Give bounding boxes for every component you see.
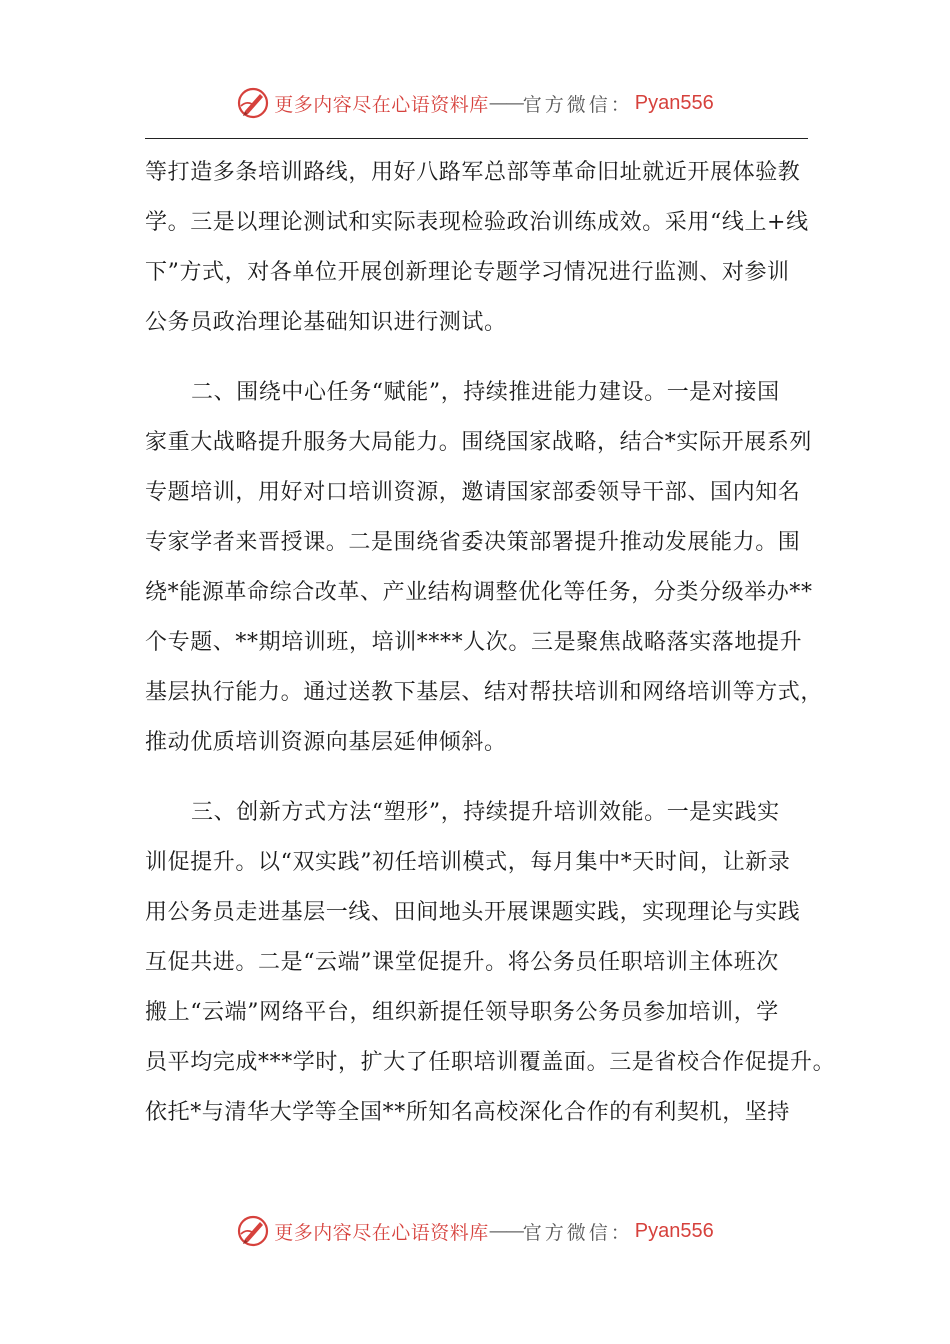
text-line: 员平均完成***学时，扩大了任职培训覆盖面。三是省校合作促提升。 (145, 1050, 836, 1075)
paragraph-1 (145, 148, 825, 348)
text-line: 家重大战略提升服务大局能力。围绕国家战略，结合*实际开展系列 (145, 430, 813, 455)
pen-logo-icon (236, 1214, 270, 1248)
text-line: 个专题、**期培训班，培训****人次。三是聚焦战略落实落地提升 (145, 630, 803, 655)
text-line: 互促共进。二是“云端”课堂促提升。将公务员任职培训主体班次 (145, 950, 779, 975)
text-line: 绕*能源革命综合改革、产业结构调整优化等任务，分类分级举办** (145, 580, 813, 605)
text-line: 下”方式，对各单位开展创新理论专题学习情况进行监测、对参训 (145, 260, 790, 285)
header-official-label: 官方微信： (522, 93, 633, 116)
text-line: 三、创新方式方法“塑形”，持续提升培训效能。一是实践实 (191, 800, 780, 825)
text-line: 依托*与清华大学等全国**所知名高校深化合作的有利契机，坚持 (145, 1100, 791, 1125)
paragraph-gap (145, 348, 825, 368)
text-line: 学。三是以理论测试和实际表现检验政治训练成效。采用“线上+线 (145, 210, 809, 235)
header-banner (0, 83, 950, 123)
footer-official-label: 官方微信： (522, 1221, 633, 1244)
text-line: 训促提升。以“双实践”初任培训模式，每月集中*天时间，让新录 (145, 850, 791, 875)
paragraph-gap (145, 768, 825, 788)
paragraph-2 (145, 368, 825, 768)
text-line: 专家学者来晋授课。二是围绕省委决策部署提升推动发展能力。围 (145, 530, 801, 555)
pen-logo-icon (236, 86, 270, 120)
text-line: 公务员政治理论基础知识进行测试。 (145, 310, 507, 335)
header-brand-text: 更多内容尽在心语资料库 (274, 93, 489, 116)
text-line: 等打造多条培训路线，用好八路军总部等革命旧址就近开展体验教 (145, 160, 801, 185)
header-divider (145, 138, 808, 139)
header-dash: —— (488, 92, 523, 114)
footer-dash: —— (488, 1220, 523, 1242)
text-line: 专题培训，用好对口培训资源，邀请国家部委领导干部、国内知名 (145, 480, 801, 505)
paragraph-3 (145, 788, 836, 1138)
footer-brand-text: 更多内容尽在心语资料库 (274, 1221, 489, 1244)
footer-wechat-id: Pyan556 (634, 1219, 714, 1242)
footer-banner (0, 1211, 950, 1251)
text-line: 二、围绕中心任务“赋能”，持续推进能力建设。一是对接国 (191, 380, 780, 405)
text-line: 用公务员走进基层一线、田间地头开展课题实践，实现理论与实践 (145, 900, 801, 925)
text-line: 搬上“云端”网络平台，组织新提任领导职务公务员参加培训，学 (145, 1000, 779, 1025)
text-line: 基层执行能力。通过送教下基层、结对帮扶培训和网络培训等方式， (145, 680, 824, 705)
text-line: 推动优质培训资源向基层延伸倾斜。 (145, 730, 507, 755)
document-body (145, 148, 836, 1138)
header-wechat-id: Pyan556 (634, 91, 714, 114)
